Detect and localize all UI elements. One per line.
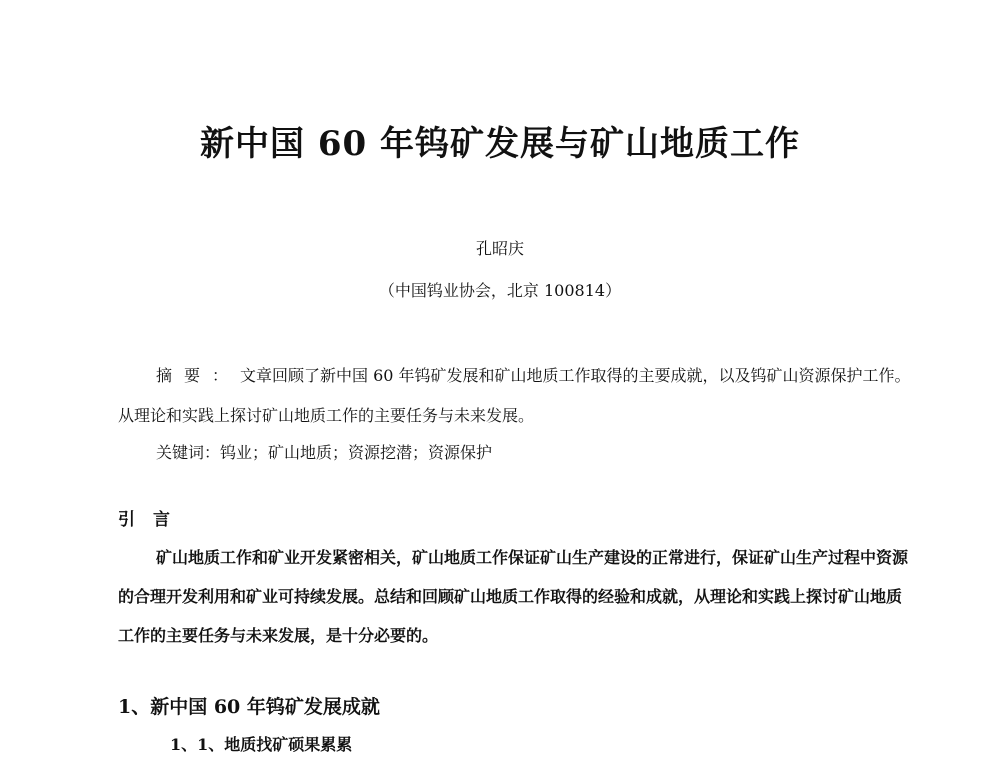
abstract-text: 文章回顾了新中国 60 年钨矿发展和矿山地质工作取得的主要成就，以及钨矿山资源保护工作。从理论和实践上探讨矿山地质工作的主要任务与未来发展。 [118,366,911,425]
keywords-text: 钨业；矿山地质；资源挖潜；资源保护 [220,443,493,462]
abstract-label: 摘要： [156,366,241,385]
intro-body: 矿山地质工作和矿业开发紧密相关，矿山地质工作保证矿山生产建设的正常进行，保证矿山生产过程中资源的合理开发利用和矿业可持续发展。总结和回顾矿山地质工作取得的经验和成就，从理论和实践上探讨矿山地质工作的主要任务与未来发展，是十分必要的。 [118,548,909,645]
section-1-1-heading: 1、1、地质找矿硕果累累 [170,735,353,754]
abstract [118,356,916,436]
section-1-heading: 1、新中国 60 年钨矿发展成就 [118,696,380,718]
keywords-label: 关键词： [156,443,221,462]
intro-heading: 引言 [118,510,188,530]
author-affiliation: （中国钨业协会，北京 100814） [378,281,622,300]
keywords [156,442,492,464]
author-name: 孔昭庆 [475,239,524,258]
paper-title: 新中国 60 年钨矿发展与矿山地质工作 [200,124,800,164]
